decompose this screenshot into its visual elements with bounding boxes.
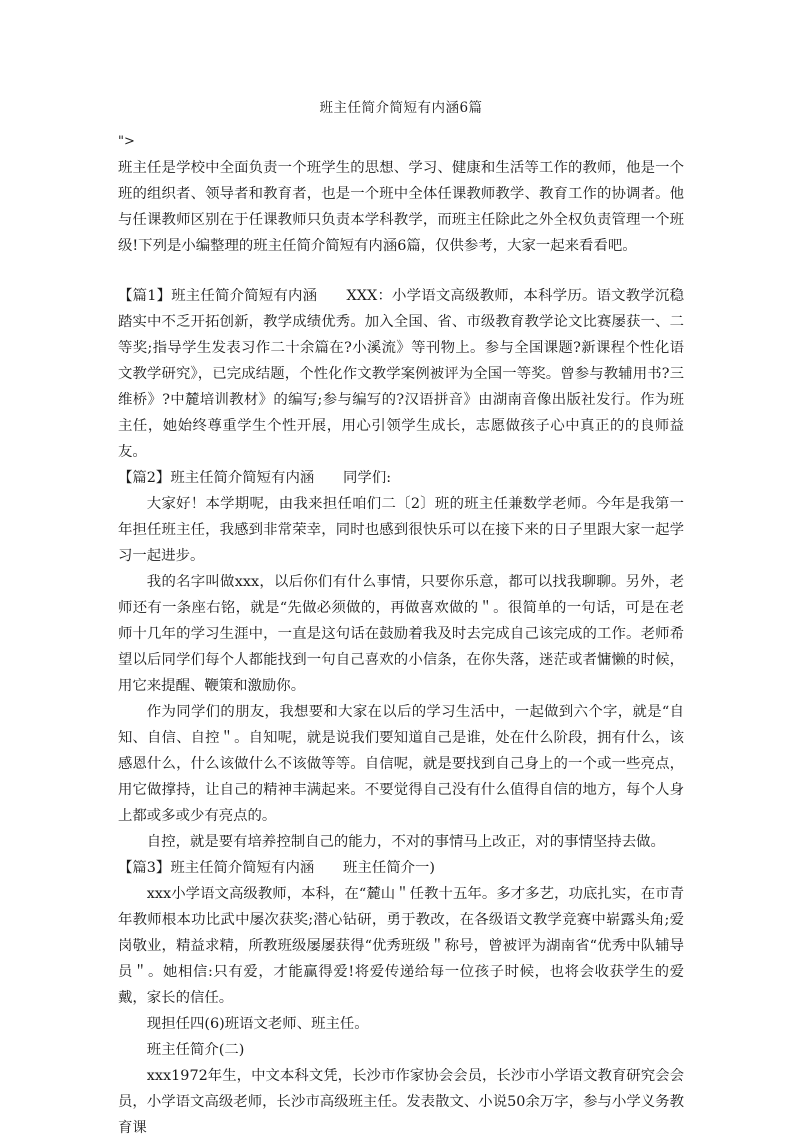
section-1-heading: 【篇1】班主任简介简短有内涵 [118,288,318,304]
section-2 [118,465,684,855]
intro-paragraph: 班主任是学校中全面负责一个班学生的思想、学习、健康和生活等工作的教师，他是一个班的组织者、领导者和教育者，也是一个班中全体任课教师教学、教育工作的协调者。他与任课教师区别在于任课教师只负责本学科教学，而班主任除此之外全权负责管理一个班级!下列是小编整理的班主任简介简短有内涵6篇，仅供参考，大家一起来看看吧。 [118,160,684,254]
section-3-first-paragraph [118,855,684,881]
section-3-heading: 【篇3】班主任简介简短有内涵 [118,860,315,876]
section-2-paragraph: 作为同学们的朋友，我想要和大家在以后的学习生活中，一起做到六个字，就是“自知、自信、自控＂。自知呢，就是说我们要知道自己是谁，处在什么阶段，拥有什么，该感恩什么，什么该做什么不该做等等。自信呢，就是要找到自己身上的一个或一些亮点，用它做撑持，让自己的精神丰满起来。不要觉得自己没有什么值得自信的地方，每个人身上都或多或少有亮点的。 [118,704,684,824]
section-3-paragraph: 现担任四(6)班语文老师、班主任。 [146,1016,369,1032]
section-3-paragraph: 班主任简介(二) [146,1042,245,1058]
section-3-paragraph: xxx小学语文高级教师，本科，在“麓山＂任教十五年。多才多艺，功底扎实，在市青年教师根本功比武中屡次获奖;潜心钻研，勇于教改，在各级语文教学竞赛中崭露头角;爱岗敬业，精益求精，所教班级屡屡获得“优秀班级＂称号，曾被评为湖南省“优秀中队辅导员＂。她相信:只有爱，才能赢得爱!将爱传递给每一位孩子时候，也将会收获学生的爱戴，家长的信任。 [118,886,684,1006]
document-page [118,96,684,1141]
section-2-text: 同学们: [314,470,392,486]
section-1-text: XXX：小学语文高级教师，本科学历。语文教学沉稳踏实中不乏开拓创新，教学成绩优秀。加入全国、省、市级教育教学论文比赛屡获一、二等奖;指导学生发表习作二十余篇在?小溪流》等刊物上。参与全国课题?新课程个性化语文教学研究》，已完成结题，个性化作文教学案例被评为全国一等奖。曾参与教辅用书?三维桥》?中麓培训教材》的编写;参与编写的?汉语拼音》由湖南音像出版社发行。作为班主任，她始终尊重学生个性开展，用心引领学生成长，志愿做孩子心中真正的的良师益友。 [118,288,684,460]
document-title: 班主任简介简短有内涵6篇 [319,100,483,116]
section-2-paragraph: 我的名字叫做xxx，以后你们有什么事情，只要你乐意，都可以找我聊聊。另外，老师还有一条座右铭，就是“先做必须做的，再做喜欢做的＂。很简单的一句话，可是在老师十几年的学习生涯中，一直是这句话在鼓励着我及时去完成自己该完成的工作。老师希望以后同学们每个人都能找到一句自己喜欢的小信条，在你失落，迷茫或者慵懒的时候，用它来提醒、鞭策和激励你。 [118,574,684,694]
section-2-paragraph: 自控，就是要有培养控制自己的能力，不对的事情马上改正，对的事情坚持去做。 [146,834,665,850]
section-3 [118,855,684,1141]
section-2-first-paragraph [118,465,684,491]
section-3-paragraph: xxx1972年生，中文本科文凭，长沙市作家协会会员，长沙市小学语文教育研究会会员，小学语文高级老师，长沙市高级班主任。发表散文、小说50余万字，参与小学义务教育课 [118,1068,684,1136]
section-1 [118,283,684,465]
section-2-heading: 【篇2】班主任简介简短有内涵 [118,470,315,486]
section-2-paragraph: 大家好！本学期呢，由我来担任咱们二〔2〕班的班主任兼数学老师。今年是我第一年担任班主任，我感到非常荣幸，同时也感到很快乐可以在接下来的日子里跟大家一起学习一起进步。 [118,496,684,564]
section-1-first-paragraph [118,283,684,465]
stray-markup-text: "> [118,134,135,149]
section-3-text: 班主任简介一) [314,860,435,876]
